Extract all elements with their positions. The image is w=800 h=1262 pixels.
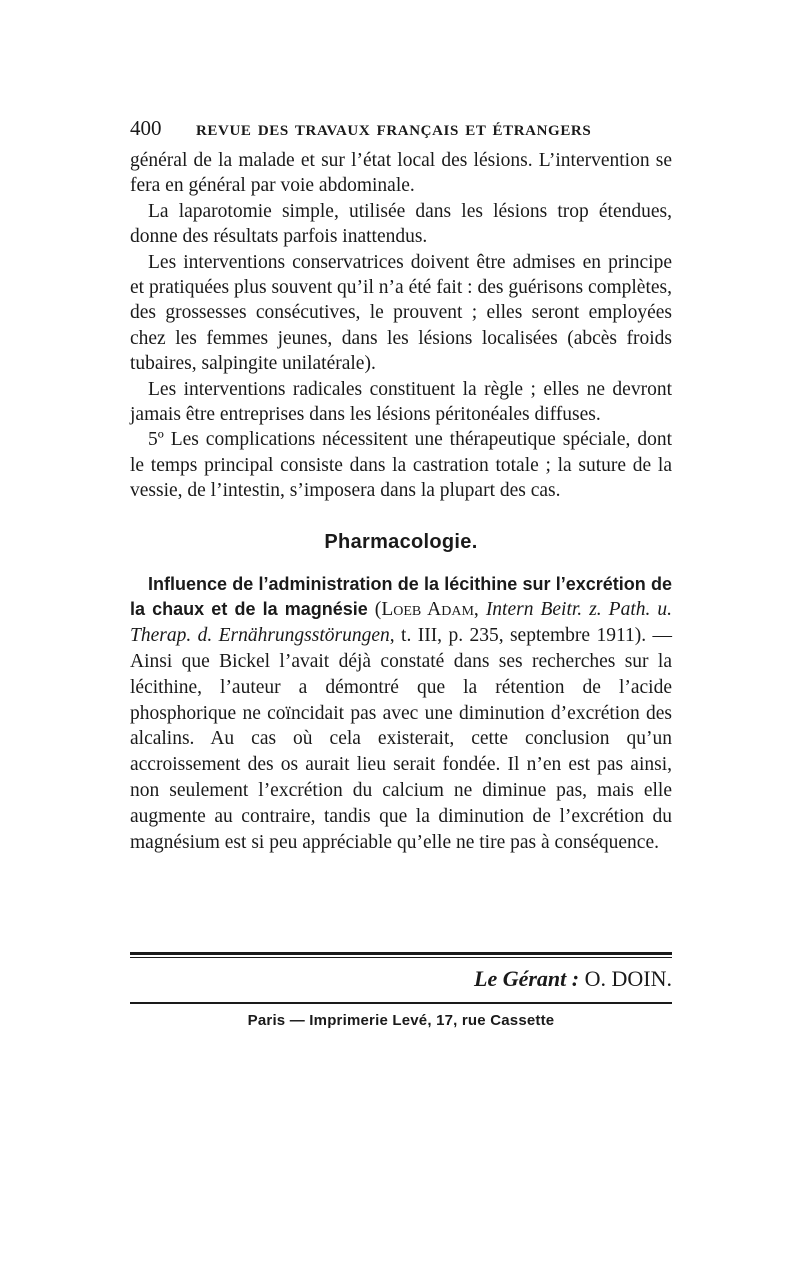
citation-open: ( xyxy=(367,599,382,621)
section-heading: Pharmacologie. xyxy=(324,530,478,553)
gerant-line xyxy=(474,966,672,992)
paragraph: général de la malade et sur l’état local des lésions. L’intervention se fera en général par voie abdominale. xyxy=(130,150,672,197)
paragraph: La laparotomie simple, utilisée dans les lésions trop étendues, donne des résultats parfois inattendus. xyxy=(130,200,672,248)
body-text xyxy=(130,148,672,504)
paragraph: Les interventions radicales constituent la règle ; elles ne devront jamais être entreprises dans les lésions péritonéales diffuses. xyxy=(130,378,672,426)
running-title: REVUE DES TRAVAUX FRANÇAIS ET ÉTRANGERS xyxy=(196,123,592,139)
article-body: — Ainsi que Bickel l’avait déjà constaté dans ses recherches sur la lécithine, l’auteur a démontré que la rétention de l’acide phosphorique ne coïncidait pas avec une diminution d’excrétion des alcalins. Au cas où cela existerait, cette conclusion qu’un accroissement des os aurait lieu serait fondée. Il n’en est pas ainsi, non seulement l’excrétion du calcium ne diminue pas, mais elle augmente au contraire, tandis que la diminution de l’excrétion du magnésium est si peu appréciable qu’elle ne tire pas à conséquence. xyxy=(130,625,672,853)
article-title: Influence de l’administration de la lécithine sur l’excrétion de la chaux et de la magnésie xyxy=(130,573,672,620)
citation-journal: Intern Beitr. z. Path. u. Therap. d. Ernährungsstörungen xyxy=(130,599,673,647)
rule-thin xyxy=(130,957,672,958)
paragraph: Les interventions conservatrices doivent être admises en principe et pratiquées plus souvent qu’il n’a été fait : des guérisons complètes, des grossesses consécutives, le prouvent ; elles seront employées chez les femmes jeunes, dans les lésions localisées (abcès froids tubaires, salpingite unilatérale). xyxy=(130,251,672,375)
article xyxy=(130,572,672,856)
page-content xyxy=(130,108,672,855)
running-head xyxy=(130,108,672,148)
page-number: 400 xyxy=(130,116,162,140)
rule-bottom xyxy=(130,1002,672,1004)
citation-details: , t. III, p. 235, septembre 1911). xyxy=(389,625,647,647)
article-author: Loeb Adam xyxy=(381,599,474,621)
article-paragraph xyxy=(130,572,672,856)
gerant-name: O. DOIN. xyxy=(584,966,672,991)
citation-comma: , xyxy=(473,599,486,621)
double-rule xyxy=(130,952,672,958)
paragraph: 5º Les complications nécessitent une thérapeutique spéciale, dont le temps principal consiste dans la castration totale ; la suture de la vessie, de l’intestin, s’imposera dans la plupart des cas. xyxy=(130,429,672,502)
rule-thick xyxy=(130,952,672,955)
gerant-label: Le Gérant : xyxy=(474,966,580,991)
printer-imprint: Paris — Imprimerie Levé, 17, rue Cassette xyxy=(247,1012,555,1029)
